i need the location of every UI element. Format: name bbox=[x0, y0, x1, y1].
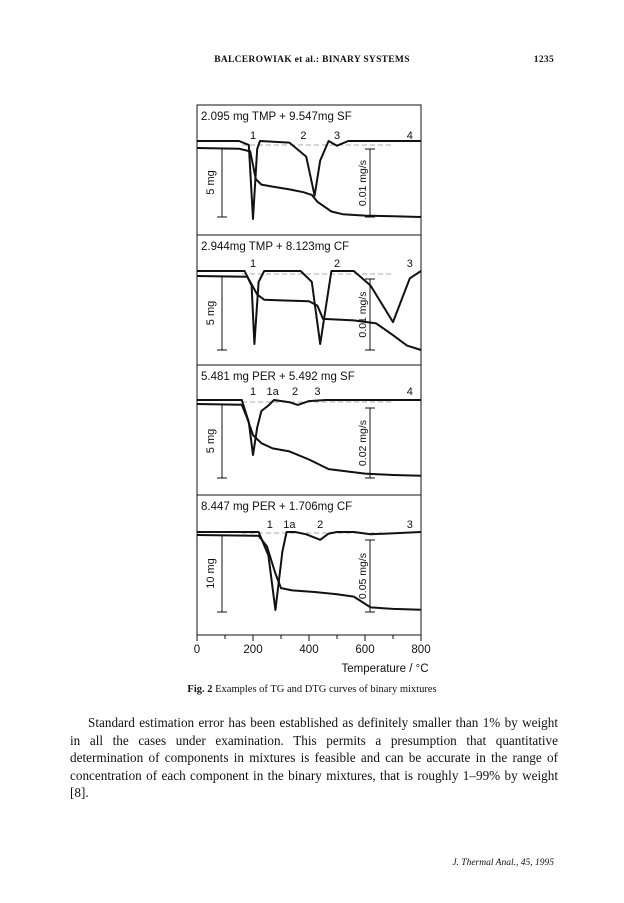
stage-label: 1a bbox=[283, 519, 296, 531]
running-head: BALCEROWIAK et al.: BINARY SYSTEMS bbox=[214, 55, 410, 65]
x-tick-label: 600 bbox=[355, 644, 375, 656]
panel-1 bbox=[197, 111, 421, 219]
stage-label: 1 bbox=[249, 386, 257, 398]
tg-scale-label: 5 mg bbox=[205, 300, 217, 326]
stage-label: 2 bbox=[300, 130, 307, 142]
tg-scale-label: 10 mg bbox=[205, 558, 217, 589]
panel-title: 8.447 mg PER + 1.706mg CF bbox=[201, 501, 353, 513]
x-tick-label: 0 bbox=[193, 644, 201, 656]
panel-title: 2.095 mg TMP + 9.547mg SF bbox=[201, 111, 352, 123]
stage-label: 1 bbox=[266, 519, 273, 531]
stage-label: 2 bbox=[291, 386, 299, 398]
tg-curve bbox=[197, 535, 421, 610]
dtg-curve bbox=[197, 271, 421, 344]
panel-title: 2.944mg TMP + 8.123mg CF bbox=[201, 241, 350, 253]
tg-curve bbox=[197, 404, 421, 476]
x-tick-label: 200 bbox=[243, 644, 263, 656]
tg-scale-label: 5 mg bbox=[205, 428, 217, 454]
stage-label: 2 bbox=[317, 519, 324, 531]
panel-title: 5.481 mg PER + 5.492 mg SF bbox=[201, 371, 355, 383]
stage-label: 1 bbox=[249, 130, 257, 142]
page-number: 1235 bbox=[533, 55, 554, 65]
body-paragraph: Standard estimation error has been established as definitely smaller than 1% by weight in all the cases under examination. This permits a presumption that quantitative determination of components in mixtures is feasible and can be accurate in the range of concentration of each component in the binary mixtures, that is roughly 1–99% by weight [8]. bbox=[70, 715, 558, 801]
figure-caption-text: Examples of TG and DTG curves of binary mixtures bbox=[215, 684, 437, 695]
x-axis-label: Temperature / °C bbox=[341, 663, 429, 675]
dtg-scale-label: 0.01 mg/s bbox=[357, 291, 369, 338]
figure-frame bbox=[197, 105, 421, 635]
stage-label: 3 bbox=[406, 519, 413, 531]
stage-label: 4 bbox=[406, 386, 413, 398]
panel-2 bbox=[197, 235, 421, 350]
tg-scale-label: 5 mg bbox=[205, 170, 217, 195]
x-axis bbox=[194, 635, 431, 656]
journal-footer: J. Thermal Anal., 45, 1995 bbox=[452, 858, 554, 868]
stage-label: 3 bbox=[314, 386, 321, 398]
stage-label: 2 bbox=[333, 258, 341, 270]
dtg-curve bbox=[197, 532, 421, 610]
panel-3 bbox=[197, 365, 421, 478]
dtg-scale-label: 0.02 mg/s bbox=[357, 419, 369, 467]
stage-label: 1a bbox=[266, 386, 279, 398]
figure-caption bbox=[0, 684, 624, 695]
x-tick-label: 400 bbox=[299, 644, 319, 656]
dtg-scale-label: 0.01 mg/s bbox=[357, 159, 369, 207]
figure-caption-label: Fig. 2 bbox=[187, 684, 213, 695]
dtg-curve bbox=[197, 141, 421, 219]
stage-label: 4 bbox=[406, 130, 413, 142]
dtg-curve bbox=[197, 400, 421, 455]
panel-4 bbox=[197, 495, 421, 612]
dtg-scale-label: 0.05 mg/s bbox=[357, 552, 369, 600]
tg-curve bbox=[197, 148, 421, 217]
stage-label: 3 bbox=[406, 258, 413, 270]
stage-label: 1 bbox=[249, 258, 257, 270]
stage-label: 3 bbox=[333, 130, 341, 142]
x-tick-label: 800 bbox=[411, 644, 431, 656]
